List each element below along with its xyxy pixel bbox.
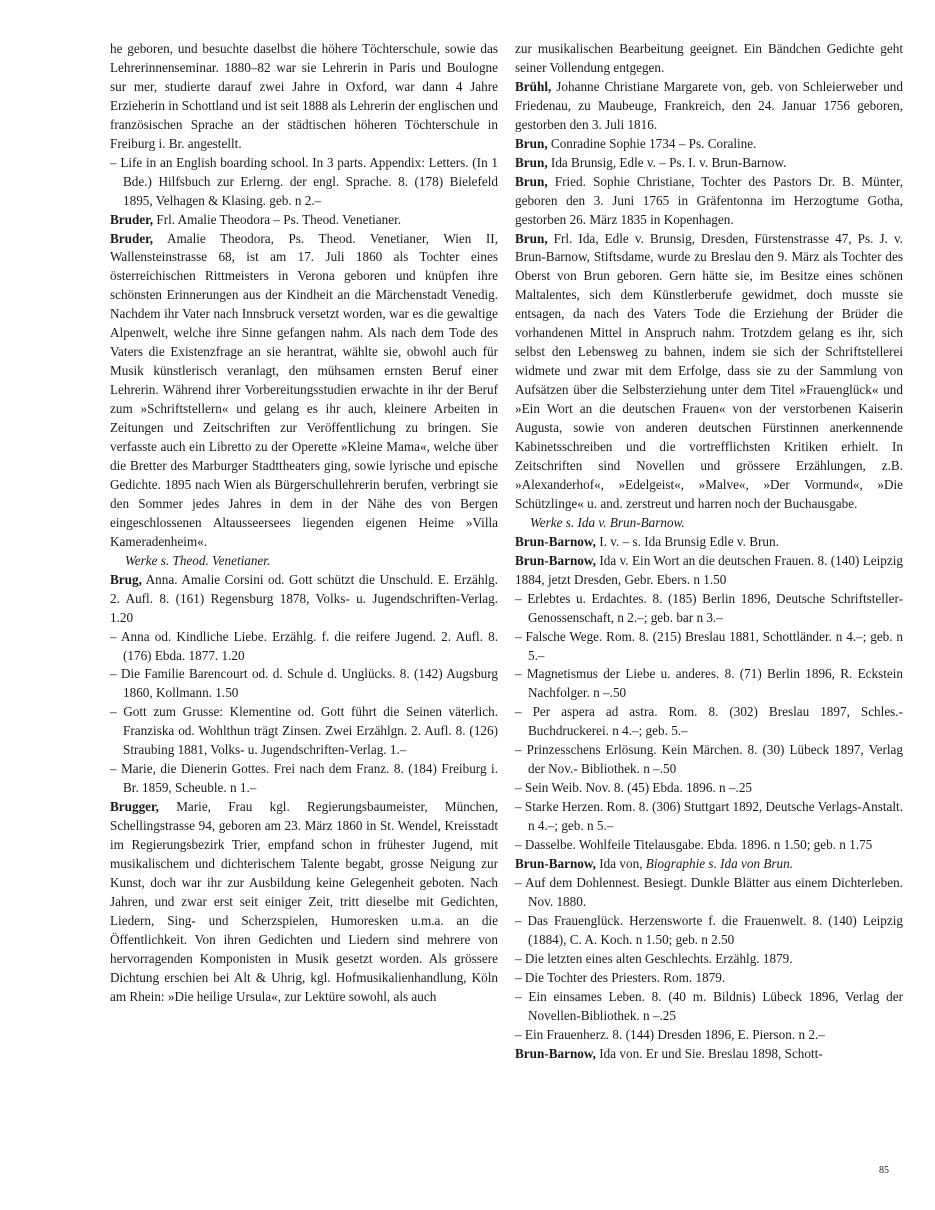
work-item: – Prinzesschens Erlösung. Kein Märchen. 8. (30) Lübeck 1897, Verlag der Nov.- Bibliothek. n –.50 — [515, 742, 903, 777]
work-item: – Starke Herzen. Rom. 8. (306) Stuttgart 1892, Deutsche Verlags-Anstalt. n 4.–; geb. n 5.– — [515, 799, 903, 834]
entry-italic-text: Biographie s. Ida von Brun. — [645, 855, 794, 871]
entry-headword: Brühl, — [515, 78, 552, 94]
entry-headword: Bruder, — [110, 230, 154, 246]
work-item: – Auf dem Dohlennest. Besiegt. Dunkle Blätter aus einem Dichterleben. Nov. 1880. — [515, 874, 903, 909]
work-item: – Das Frauenglück. Herzensworte f. die Frauenwelt. 8. (140) Leipzig (1884), C. A. Koch. n 1.50; geb. n 2.50 — [515, 912, 903, 947]
entry-text: Amalie Theodora, Ps. Theod. Venetianer, Wien II, Wallensteinstrasse 68, ist am 17. Juli 1860 als Tochter eines österreichischen Rittmeisters in Verona geboren und knüpfen ihre schönsten Erinnerungen aus der Kindheit an die Märchenstadt Venedig. Nachdem ihr Vater nach Innsbruck versetzt worden, war es die gewaltige Alpenwelt, welche ihre Sinne gefangen nahm. Als nach dem Tode des Vaters die Existenzfrage an sie herantrat, wählte sie, obwohl auch für Musik künstlerisch veranlagt, den mühsamen ernsten Beruf einer Lehrerin. Während ihrer Vorbereitungsstudien erwachte in ihr der Beruf zum »Schriftstellern« und gelang es ihr auch, kleinere Arbeiten in Zeitungen und Zeitschriften zur Veröffentlichung zu bringen. Sie verfasste auch ein Libretto zu der Operette »Kleine Mama«, welche über die Bretter des Marburger Stadttheaters ging, sowie lyrische und epische Gedichte. 1895 nach Wien als Bürgerschullehrerin berufen, verbringt sie den Sommer jedes Jahres in dem in der Nähe des von Bergen eingeschlossenen Altausseersees liegenden eigenen Heime »Villa Kameradenheim«. — [110, 230, 498, 549]
entry — [515, 78, 903, 135]
left-column — [110, 40, 498, 1007]
paragraph: he geboren, und besuchte daselbst die höhere Töchterschule, sowie das Lehrerinnenseminar. 1880–82 war sie Lehrerin in Paris und Boulogne sur mer, studierte darauf zwei Jahre in Oxford, war dann 4 Jahre Erzieherin in Schottland und ist seit 1888 als Lehrerin der englischen und französischen Sprache an der städtischen höheren Töchterschule in Freiburg i. Br. angestellt. — [110, 41, 498, 151]
entry-headword: Brun, — [515, 173, 548, 189]
entry-text: Ida v. Ein Wort an die deutschen Frauen. 8. (140) Leipzig 1884, jetzt Dresden, Gebr. Ebers. n 1.50 — [515, 552, 903, 587]
entry — [515, 552, 903, 590]
work-item: – Gott zum Grusse: Klementine od. Gott führt die Seinen väterlich. Franziska od. Wohlthun trägt Zinsen. Zwei Erzählgn. 2. Aufl. 8. (126) Straubing 1881, Volks- u. Jugendschriften-Verlag. 1.– — [110, 704, 498, 758]
entry — [515, 1045, 903, 1064]
work-item: – Magnetismus der Liebe u. anderes. 8. (71) Berlin 1896, R. Eckstein Nachfolger. n –.50 — [515, 666, 903, 701]
entry-headword: Brugger, — [110, 799, 159, 815]
work-item: – Ein einsames Leben. 8. (40 m. Bildnis) Lübeck 1896, Verlag der Novellen-Bibliothek. n –.25 — [515, 988, 903, 1023]
entry-headword: Brun, — [515, 230, 548, 246]
entry-text: Marie, Frau kgl. Regierungsbaumeister, München, Schellingstrasse 94, geboren am 23. März 1860 in St. Wendel, Kreisstadt im Regierungsbezirk Trier, empfand schon in frühester Jugend, mit musikalischem und dichterischem Talente begabt, grosse Neigung zur Kunst, doch war ihr zur Ausbildung keine Gelegenheit geboten. Nach Jahren, und zwar erst seit einiger Zeit, tritt dieselbe mit Gedichten, Liedern, Sing- und Scherzspielen, Humoresken u.m.a. an die Öffentlichkeit. Von ihren Gedichten und Liedern sind mehrere von hervorragenden Komponisten in Musik gesetzt worden. Als grössere Dichtung erschien bei Alt & Uhrig, kgl. Hofmusikalienhandlung, Köln am Rhein: »Die heilige Ursula«, zur Lektüre sowohl, als auch — [110, 799, 498, 1004]
page-number: 85 — [879, 1165, 889, 1176]
entry-text: Fried. Sophie Christiane, Tochter des Pastors Dr. B. Münter, geboren den 3. Juni 1765 in Gräfentonna im Herzogtume Gotha, gestorben 26. März 1835 in Kopenhagen. — [515, 173, 903, 227]
work-item: – Falsche Wege. Rom. 8. (215) Breslau 1881, Schottländer. n 4.–; geb. n 5.– — [515, 628, 903, 663]
work-item: – Die letzten eines alten Geschlechts. Erzählg. 1879. — [515, 950, 793, 966]
entry — [110, 211, 498, 230]
entry — [110, 571, 498, 628]
entry-text: Ida von, — [595, 855, 646, 871]
entry-headword: Brun, — [515, 154, 548, 170]
entry-headword: Brun, — [515, 135, 548, 151]
entry — [515, 533, 903, 552]
work-item: – Life in an English boarding school. In 3 parts. Appendix: Letters. (In 1 Bde.) Hilfsbuch zur Erlerng. der engl. Sprache. 8. (178) Bielefeld 1895, Velhagen & Klasing. geb. n 2.– — [110, 154, 498, 208]
work-item: – Anna od. Kindliche Liebe. Erzählg. f. die reifere Jugend. 2. Aufl. 8. (176) Ebda. 1877. 1.20 — [110, 628, 498, 663]
entry — [515, 855, 903, 874]
entry-headword: Brun-Barnow, — [515, 552, 596, 568]
work-item: – Per aspera ad astra. Rom. 8. (302) Breslau 1897, Schles.-Buchdruckerei. n 4.–; geb. 5.– — [515, 704, 903, 739]
entry — [110, 230, 498, 552]
entry-headword: Brun-Barnow, — [515, 533, 596, 549]
work-item: – Ein Frauenherz. 8. (144) Dresden 1896, E. Pierson. n 2.– — [515, 1026, 825, 1042]
entry — [515, 154, 903, 173]
works-reference: Werke s. Theod. Venetianer. — [125, 552, 271, 568]
entry — [515, 173, 903, 230]
work-item: – Sein Weib. Nov. 8. (45) Ebda. 1896. n –.25 — [515, 780, 753, 796]
entry — [515, 135, 903, 154]
work-item: – Dasselbe. Wohlfeile Titelausgabe. Ebda. 1896. n 1.50; geb. n 1.75 — [515, 837, 873, 853]
entry-text: Conradine Sophie 1734 – Ps. Coraline. — [547, 135, 757, 151]
entry — [515, 230, 903, 514]
works-reference: Werke s. Ida v. Brun-Barnow. — [530, 514, 685, 530]
entry-text: Anna. Amalie Corsini od. Gott schützt die Unschuld. E. Erzählg. 2. Aufl. 8. (161) Regensburg 1878, Volks- u. Jugendschriften-Verlag. 1.20 — [110, 571, 498, 625]
right-column — [515, 40, 903, 1063]
entry-headword: Brug, — [110, 571, 142, 587]
entry-headword: Bruder, — [110, 211, 154, 227]
entry-text: Ida von. Er und Sie. Breslau 1898, Schott- — [595, 1045, 823, 1061]
work-item: – Erlebtes u. Erdachtes. 8. (185) Berlin 1896, Deutsche Schriftsteller-Genossenschaft, n 2.–; geb. bar n 3.– — [515, 590, 903, 625]
work-item: – Die Tochter des Priesters. Rom. 1879. — [515, 969, 726, 985]
entry-text: Ida Brunsig, Edle v. – Ps. I. v. Brun-Barnow. — [547, 154, 787, 170]
paragraph: zur musikalischen Bearbeitung geeignet. Ein Bändchen Gedichte geht seiner Vollendung entgegen. — [515, 41, 903, 75]
work-item: – Marie, die Dienerin Gottes. Frei nach dem Franz. 8. (184) Freiburg i. Br. 1859, Scheuble. n 1.– — [110, 761, 498, 796]
work-item: – Die Familie Barencourt od. d. Schule d. Unglücks. 8. (142) Augsburg 1860, Kollmann. 1.50 — [110, 666, 498, 701]
entry-headword: Brun-Barnow, — [515, 1045, 596, 1061]
entry-text: Johanne Christiane Margarete von, geb. von Schleierweber und Friedenau, zu Maubeuge, Frankreich, den 24. Januar 1756 geboren, gestorben den 3. Juli 1816. — [515, 78, 903, 132]
entry-text: Frl. Amalie Theodora – Ps. Theod. Venetianer. — [153, 211, 402, 227]
entry-headword: Brun-Barnow, — [515, 855, 596, 871]
entry — [110, 798, 498, 1006]
entry-text: Frl. Ida, Edle v. Brunsig, Dresden, Fürstenstrasse 47, Ps. J. v. Brun-Barnow, Stiftsdame, wurde zu Breslau den 9. März als Tochter des Oberst von Brun geboren. Gern hätte sie, im Besitze eines schönen Maltalentes, sich dem Künstlerberufe gewidmet, doch musste sie entsagen, da nach des Vaters Tode die Erziehung der Brüder die vorhandenen Mittel in Anspruch nahm. Trotzdem gelang es ihr, sich selbst den Lebensweg zu bahnen, indem sie sich der Schriftstellerei widmete und zwar mit dem Erfolge, dass sie zu der Sammlung von Aufsätzen über die Selbsterziehung unter dem Titel »Frauenglück« und »Ein Wort an die deutschen Frauen« von der verstorbenen Kaiserin Augusta, sowie von anderen deutschen Fürstinnen anerkennende Kabinetsschreiben und die vortrefflichsten Kritiken erhielt. In Zeitschriften sind Novellen und grössere Erzählungen, z.B. »Alexanderhof«, »Edelgeist«, »Malve«, »Der Vormund«, »Die Schützlinge« u. and. zerstreut und harren noch der Buchausgabe. — [515, 230, 903, 511]
entry-text: I. v. – s. Ida Brunsig Edle v. Brun. — [595, 533, 779, 549]
